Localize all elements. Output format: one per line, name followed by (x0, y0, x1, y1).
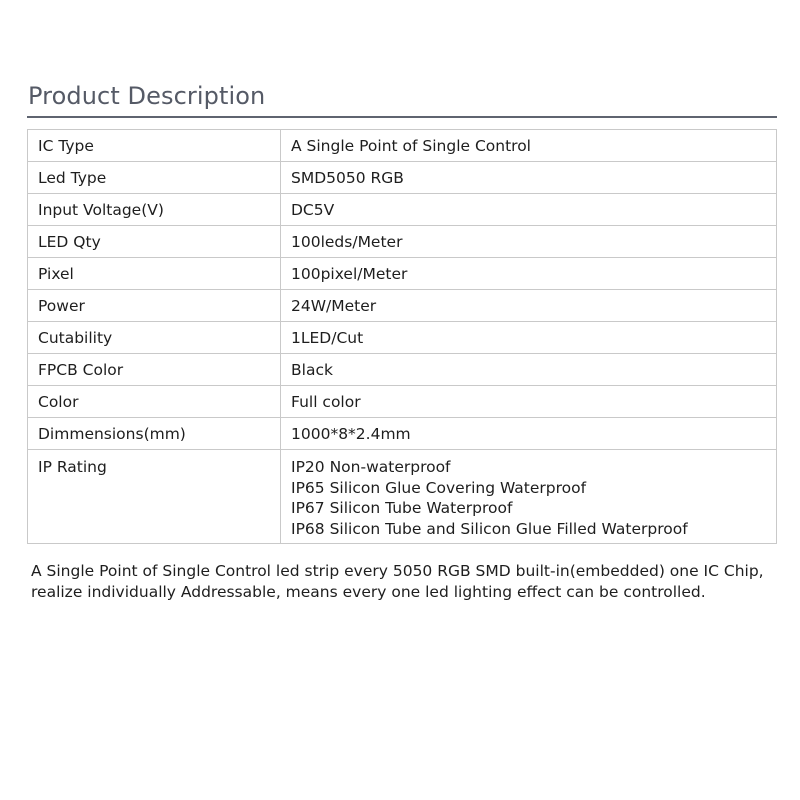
spec-value: SMD5050 RGB (281, 162, 777, 194)
spec-label: Power (28, 290, 281, 322)
table-row (28, 162, 777, 194)
spec-label: FPCB Color (28, 354, 281, 386)
spec-table (27, 129, 777, 544)
spec-value: 1LED/Cut (281, 322, 777, 354)
table-row (28, 258, 777, 290)
ip-rating-line: IP20 Non-waterproof (291, 458, 451, 476)
page-title: Product Description (28, 82, 266, 110)
spec-label: IP Rating (28, 450, 281, 544)
spec-value: Full color (281, 386, 777, 418)
spec-label: Input Voltage(V) (28, 194, 281, 226)
spec-value: DC5V (281, 194, 777, 226)
description-line: A Single Point of Single Control led strip every 5050 RGB SMD built-in(embedded) one IC Chip, (31, 562, 764, 580)
table-row (28, 386, 777, 418)
spec-label: Cutability (28, 322, 281, 354)
spec-value: Black (281, 354, 777, 386)
description-line: realize individually Addressable, means every one led lighting effect can be controlled. (31, 583, 706, 601)
table-row (28, 194, 777, 226)
spec-value: 100pixel/Meter (281, 258, 777, 290)
table-row (28, 354, 777, 386)
table-row (28, 290, 777, 322)
spec-label: LED Qty (28, 226, 281, 258)
spec-label: IC Type (28, 130, 281, 162)
table-row (28, 322, 777, 354)
spec-value: A Single Point of Single Control (281, 130, 777, 162)
spec-value-list (281, 450, 777, 544)
spec-label: Dimmensions(mm) (28, 418, 281, 450)
product-description-text (31, 561, 791, 603)
spec-label: Pixel (28, 258, 281, 290)
spec-value: 100leds/Meter (281, 226, 777, 258)
table-row (28, 226, 777, 258)
spec-value: 1000*8*2.4mm (281, 418, 777, 450)
spec-value: 24W/Meter (281, 290, 777, 322)
table-row (28, 418, 777, 450)
ip-rating-line: IP65 Silicon Glue Covering Waterproof (291, 478, 587, 497)
title-divider (27, 116, 777, 118)
spec-label: Color (28, 386, 281, 418)
ip-rating-line: IP68 Silicon Tube and Silicon Glue Filled Waterproof (291, 519, 688, 538)
ip-rating-line: IP67 Silicon Tube Waterproof (291, 499, 513, 517)
spec-label: Led Type (28, 162, 281, 194)
table-row-ip-rating (28, 450, 777, 544)
table-row (28, 130, 777, 162)
